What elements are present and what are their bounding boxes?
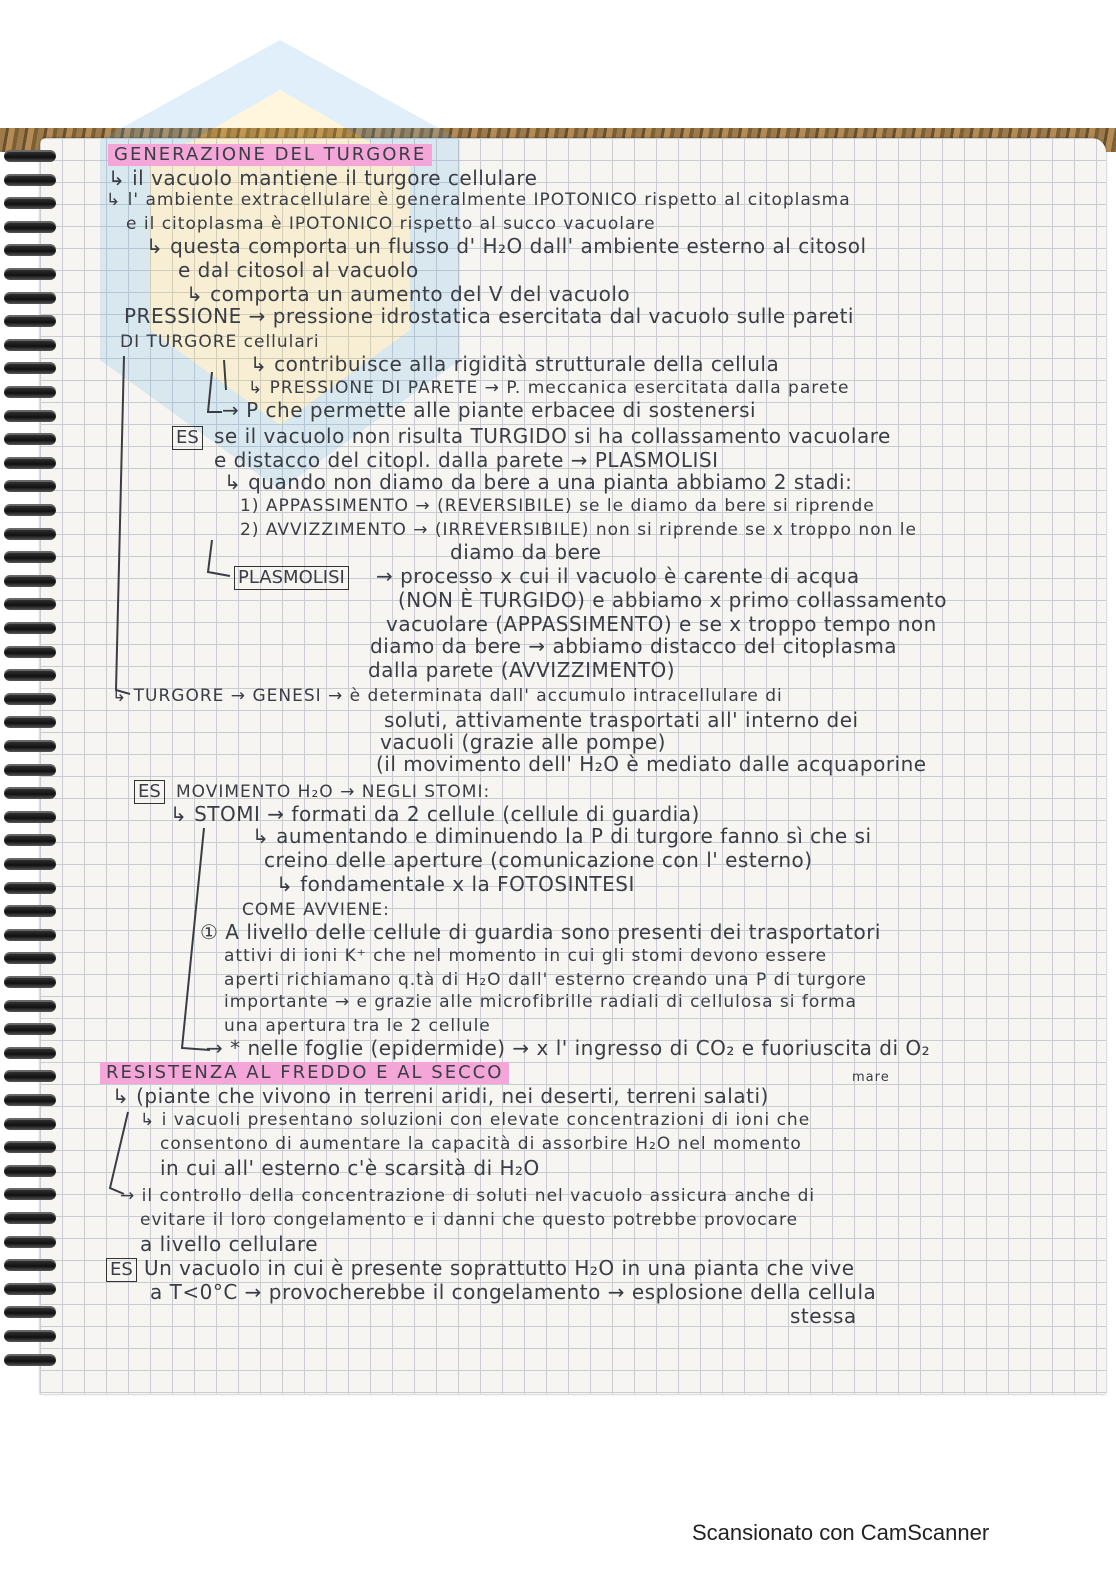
spiral-ring	[4, 315, 56, 327]
note-line: ↳ STOMI → formati da 2 cellule (cellule di guardia)	[170, 802, 700, 826]
note-line: ↳ l' ambiente extracellulare è generalmente IPOTONICO rispetto al citoplasma	[106, 190, 851, 210]
note-line: consentono di aumentare la capacità di assorbire H₂O nel momento	[160, 1134, 802, 1154]
spiral-ring	[4, 1259, 56, 1271]
es-box-2: ES	[134, 780, 165, 804]
note-line: → processo x cui il vacuolo è carente di acqua	[376, 564, 860, 588]
spiral-ring	[4, 1070, 56, 1082]
es-box-3: ES	[106, 1258, 137, 1282]
spiral-ring	[4, 1306, 56, 1318]
note-line: ↳ aumentando e diminuendo la P di turgore fanno sì che si	[252, 824, 872, 848]
spiral-ring	[4, 740, 56, 752]
note-line: a livello cellulare	[140, 1232, 319, 1256]
spiral-ring	[4, 1188, 56, 1200]
spiral-ring	[4, 292, 56, 304]
note-line: ↳ quando non diamo da bere a una pianta abbiamo 2 stadi:	[224, 470, 853, 494]
spiral-ring	[4, 197, 56, 209]
note-line: ↳ PRESSIONE DI PARETE → P. meccanica esercitata dalla parete	[248, 378, 850, 398]
spiral-ring	[4, 1000, 56, 1012]
plasmolisi-box: PLASMOLISI	[234, 566, 349, 590]
heading-generazione-turgore: GENERAZIONE DEL TURGORE	[108, 144, 432, 166]
note-line: stessa	[790, 1304, 857, 1328]
spiral-ring	[4, 669, 56, 681]
spiral-ring	[4, 551, 56, 563]
spiral-ring	[4, 244, 56, 256]
note-line: soluti, attivamente trasportati all' interno dei	[384, 708, 859, 732]
spiral-ring	[4, 528, 56, 540]
spiral-ring	[4, 433, 56, 445]
note-line: → il controllo della concentrazione di soluti nel vacuolo assicura anche di	[120, 1186, 816, 1206]
spiral-ring	[4, 693, 56, 705]
spiral-ring	[4, 598, 56, 610]
spiral-ring	[4, 811, 56, 823]
es-box-1: ES	[172, 426, 203, 450]
spiral-ring	[4, 787, 56, 799]
note-line: se il vacuolo non risulta TURGIDO si ha collassamento vacuolare	[214, 424, 891, 448]
note-line: dalla parete (AVVIZZIMENTO)	[368, 658, 676, 682]
spiral-ring	[4, 622, 56, 634]
spiral-ring	[4, 362, 56, 374]
note-line: e distacco del citopl. dalla parete → PLASMOLISI	[214, 448, 719, 472]
spiral-ring	[4, 575, 56, 587]
note-line: diamo da bere → abbiamo distacco del citoplasma	[370, 634, 898, 658]
note-line: mare	[852, 1070, 890, 1085]
spiral-ring	[4, 1094, 56, 1106]
note-line: e dal citosol al vacuolo	[178, 258, 419, 282]
note-line: evitare il loro congelamento e i danni che questo potrebbe provocare	[140, 1210, 799, 1230]
spiral-ring	[4, 646, 56, 658]
spiral-ring	[4, 1047, 56, 1059]
note-line: ↳ questa comporta un flusso d' H₂O dall' ambiente esterno al citosol	[146, 234, 867, 258]
spiral-ring	[4, 457, 56, 469]
spiral-ring	[4, 764, 56, 776]
note-line: (il movimento dell' H₂O è mediato dalle acquaporine	[376, 752, 927, 776]
note-line: 2) AVVIZZIMENTO → (IRREVERSIBILE) non si riprende se x troppo non le	[240, 520, 917, 540]
note-line: diamo da bere	[450, 540, 602, 564]
note-line: ↳ fondamentale x la FOTOSINTESI	[276, 872, 635, 896]
spiral-ring	[4, 1354, 56, 1366]
spiral-ring	[4, 268, 56, 280]
note-line: → * nelle foglie (epidermide) → x l' ingresso di CO₂ e fuoriuscita di O₂	[206, 1036, 931, 1060]
spiral-ring	[4, 1141, 56, 1153]
spiral-ring	[4, 905, 56, 917]
spiral-ring	[4, 1165, 56, 1177]
spiral-ring	[4, 174, 56, 186]
spiral-ring	[4, 976, 56, 988]
note-line: una apertura tra le 2 cellule	[224, 1016, 491, 1036]
spiral-ring	[4, 882, 56, 894]
spiral-ring	[4, 1023, 56, 1035]
note-line: ↳ il vacuolo mantiene il turgore cellulare	[108, 166, 538, 190]
note-line: importante → e grazie alle microfibrille radiali di cellulosa si forma	[224, 992, 857, 1012]
heading-resistenza-freddo-secco: RESISTENZA AL FREDDO E AL SECCO	[100, 1062, 509, 1084]
spiral-ring	[4, 339, 56, 351]
note-line: ↳ i vacuoli presentano soluzioni con elevate concentrazioni di ioni che	[140, 1110, 811, 1130]
note-line: in cui all' esterno c'è scarsità di H₂O	[160, 1156, 540, 1180]
note-line: ① A livello delle cellule di guardia sono presenti dei trasportatori	[200, 920, 881, 944]
note-line: → P che permette alle piante erbacee di sostenersi	[222, 398, 757, 422]
note-line: MOVIMENTO H₂O → NEGLI STOMI:	[176, 782, 491, 802]
spiral-ring	[4, 386, 56, 398]
note-line: vacuoli (grazie alle pompe)	[380, 730, 666, 754]
spiral-ring	[4, 221, 56, 233]
note-line: Un vacuolo in cui è presente soprattutto H₂O in una pianta che vive	[144, 1256, 855, 1280]
note-line: COME AVVIENE:	[242, 900, 390, 920]
note-line: ↳ comporta un aumento del V del vacuolo	[186, 282, 631, 306]
spiral-ring	[4, 480, 56, 492]
note-line: ↳ contribuisce alla rigidità strutturale della cellula	[250, 352, 780, 376]
spiral-ring	[4, 952, 56, 964]
note-line: ↳ TURGORE → GENESI → è determinata dall' accumulo intracellulare di	[112, 686, 783, 706]
note-line: DI TURGORE cellulari	[120, 332, 320, 352]
spiral-ring	[4, 1118, 56, 1130]
spiral-ring	[4, 410, 56, 422]
note-line: aperti richiamano q.tà di H₂O dall' esterno creando una P di turgore	[224, 970, 867, 990]
spiral-ring	[4, 1236, 56, 1248]
note-line: creino delle aperture (comunicazione con l' esterno)	[264, 848, 813, 872]
note-line: vacuolare (APPASSIMENTO) e se x troppo tempo non	[386, 612, 937, 636]
spiral-ring	[4, 1212, 56, 1224]
note-line: PRESSIONE → pressione idrostatica esercitata dal vacuolo sulle pareti	[124, 304, 854, 328]
spiral-ring	[4, 716, 56, 728]
note-line: e il citoplasma è IPOTONICO rispetto al succo vacuolare	[126, 214, 656, 234]
spiral-ring	[4, 504, 56, 516]
note-line: (NON È TURGIDO) e abbiamo x primo collassamento	[398, 588, 947, 612]
spiral-ring	[4, 834, 56, 846]
scanner-footer: Scansionato con CamScanner	[692, 1520, 990, 1545]
spiral-ring	[4, 929, 56, 941]
note-line: 1) APPASSIMENTO → (REVERSIBILE) se le diamo da bere si riprende	[240, 496, 875, 516]
spiral-binding	[0, 150, 62, 1390]
spiral-ring	[4, 1283, 56, 1295]
spiral-ring	[4, 1330, 56, 1342]
note-line: ↳ (piante che vivono in terreni aridi, nei deserti, terreni salati)	[112, 1084, 769, 1108]
note-line: attivi di ioni K⁺ che nel momento in cui gli stomi devono essere	[224, 946, 828, 966]
spiral-ring	[4, 150, 56, 162]
note-line: a T<0°C → provocherebbe il congelamento → esplosione della cellula	[150, 1280, 877, 1304]
spiral-ring	[4, 858, 56, 870]
